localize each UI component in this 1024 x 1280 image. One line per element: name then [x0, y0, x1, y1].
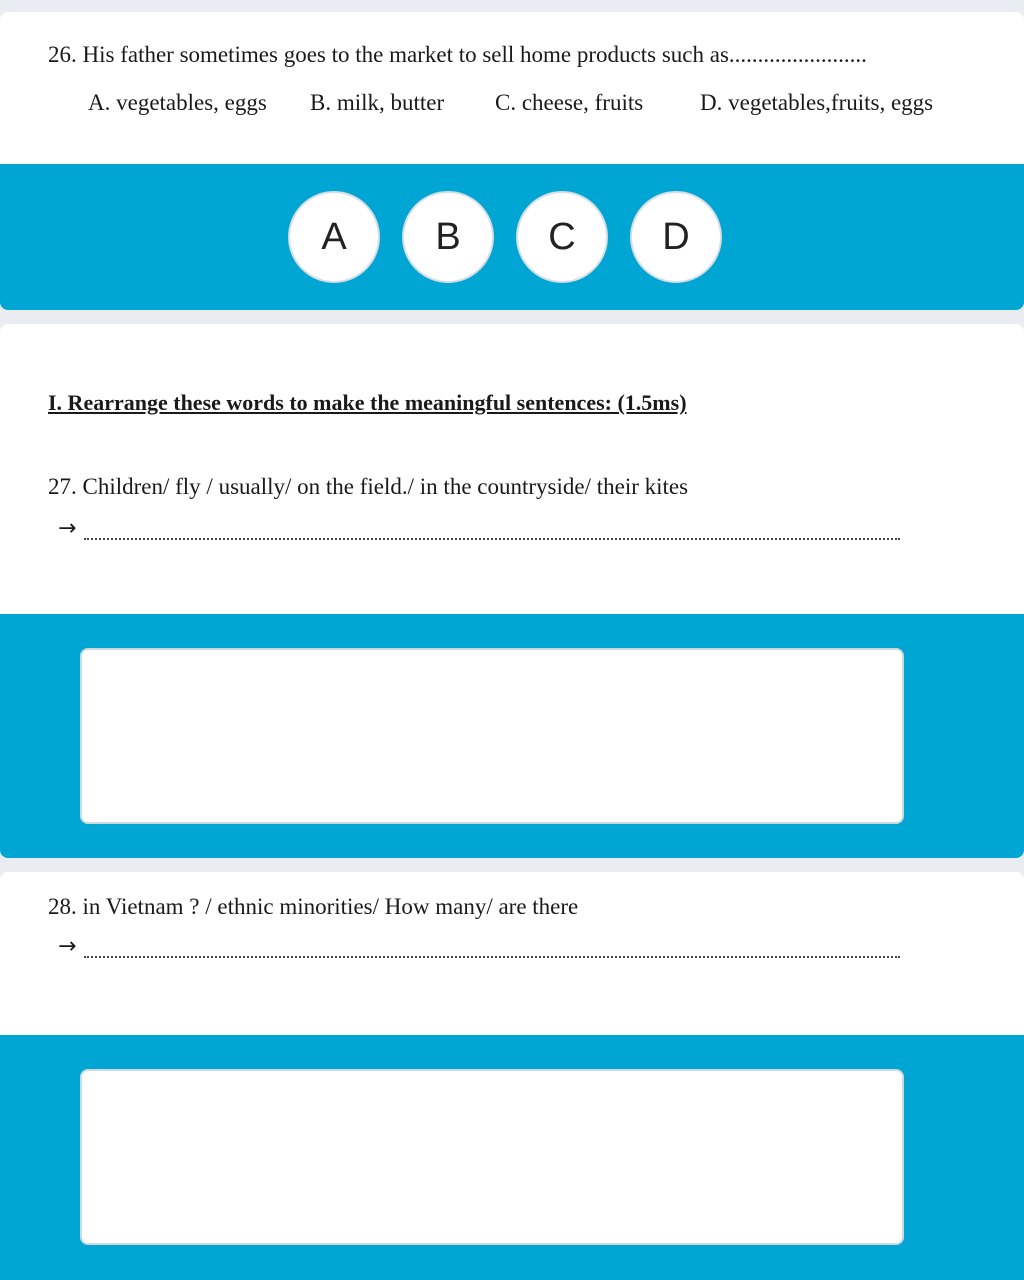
arrow-right-icon: →	[58, 934, 77, 959]
question-26-text: 26. His father sometimes goes to the market to sell home products such as........................	[48, 42, 867, 67]
option-b-text: B. milk, butter	[310, 90, 445, 115]
question-28-answer-band	[0, 1035, 1024, 1280]
question-27-answer-input[interactable]	[80, 648, 904, 824]
option-c-text: C. cheese, fruits	[495, 90, 644, 115]
question-27-answer-line	[58, 518, 900, 540]
option-d-text: D. vegetables,fruits, eggs	[700, 90, 934, 115]
choice-a-button[interactable]: A	[288, 191, 380, 283]
question-28-answer-line	[58, 936, 900, 958]
question-28-answer-input[interactable]	[80, 1069, 904, 1245]
option-a-text: A. vegetables, eggs	[88, 90, 267, 115]
question-27-text: 27. Children/ fly / usually/ on the field./ in the countryside/ their kites	[48, 474, 689, 499]
question-27-answer-band	[0, 614, 1024, 858]
choice-b-button[interactable]: B	[402, 191, 494, 283]
section-heading: I. Rearrange these words to make the meaningful sentences: (1.5ms)	[48, 390, 687, 415]
answer-choice-band	[0, 164, 1024, 310]
question-28-text: 28. in Vietnam ? / ethnic minorities/ How many/ are there	[48, 894, 579, 919]
question-27-card	[0, 324, 1024, 624]
choice-c-button[interactable]: C	[516, 191, 608, 283]
dotted-line	[84, 526, 900, 540]
choice-d-button[interactable]: D	[630, 191, 722, 283]
arrow-right-icon: →	[58, 516, 77, 541]
question-26-card	[0, 12, 1024, 172]
dotted-line	[84, 944, 900, 958]
question-28-card	[0, 872, 1024, 1042]
question-26-options	[0, 90, 1024, 124]
